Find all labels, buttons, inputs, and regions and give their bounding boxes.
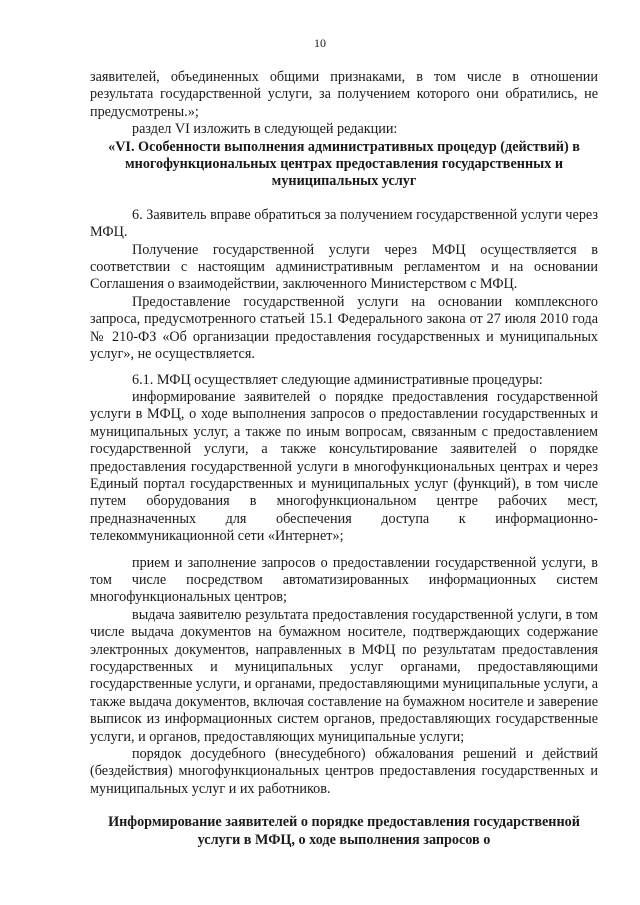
list-item-informing: информирование заявителей о порядке предоставления государственной услуги в МФЦ, о ходе выполнения запросов о предоставлении государственных и муниципальных услуг, а также по иным вопросам, связанным с предоставлением государственной услуги, а также консультирование заявителей о порядке предоставления государственной услуги в многофункциональных центрах и через Единый портал государственных и муниципальных услуг (функций), в том числе путем оборудования в многофункциональном центре рабочих мест, предназначенных для обеспечения доступа к информационно-телекоммуникационной сети «Интернет»; — [90, 388, 598, 545]
page-number: 10 — [314, 36, 326, 50]
list-item-appeal: порядок досудебного (внесудебного) обжалования решений и действий (бездействия) многофункциональных центров предоставления государственных и муниципальных услуг и их работников. — [90, 746, 598, 797]
paragraph-continuation: заявителей, объединенных общими признаками, в том числе в отношении результата государственной услуги, за получением которого они обратились, не предусмотрены.»; — [90, 69, 598, 120]
paragraph-mfc-basis: Получение государственной услуги через МФЦ осуществляется в соответствии с настоящим административным регламентом и на основании Соглашения о взаимодействии, заключенного Министерством с МФЦ. — [90, 241, 598, 293]
paragraph-complex-request: Предоставление государственной услуги на основании комплексного запроса, предусмотренного статьей 15.1 Федерального закона от 27 июля 2010 года № 210-ФЗ «Об организации предоставления государственных и муниципальных услуг», не осуществляется. — [90, 293, 598, 363]
subsection-heading: Информирование заявителей о порядке предоставления государственной услуги в МФЦ, о ходе выполнения запросов о — [108, 814, 580, 848]
paragraph-6-1: 6.1. МФЦ осуществляет следующие административные процедуры: — [132, 371, 543, 388]
paragraph-6: 6. Заявитель вправе обратиться за получением государственной услуги через МФЦ. — [90, 206, 598, 241]
list-item-reception: прием и заполнение запросов о предоставлении государственной услуги, в том числе посредством автоматизированных информационных систем многофункциональных центров; — [90, 554, 598, 606]
document-body — [90, 69, 598, 849]
section-heading: «VI. Особенности выполнения административных процедур (действий) в многофункциональных центрах предоставления государственных и муниципальных услуг — [108, 138, 580, 190]
paragraph-amendment-intro: раздел VI изложить в следующей редакции: — [132, 121, 398, 138]
list-item-issuance: выдача заявителю результата предоставления государственной услуги, в том числе выдача документов на бумажном носителе, подтверждающих содержание электронных документов, направленных в МФЦ по результатам предоставления государственных и муниципальных услуг органами, предоставляющими государственные услуги, и органами, предоставляющими муниципальные услуги, а также выдача документов, включая составление на бумажном носителе и заверение выписок из информационных систем органов, предоставляющих государственные услуги, и органов, предоставляющих муниципальные услуги; — [90, 606, 598, 745]
